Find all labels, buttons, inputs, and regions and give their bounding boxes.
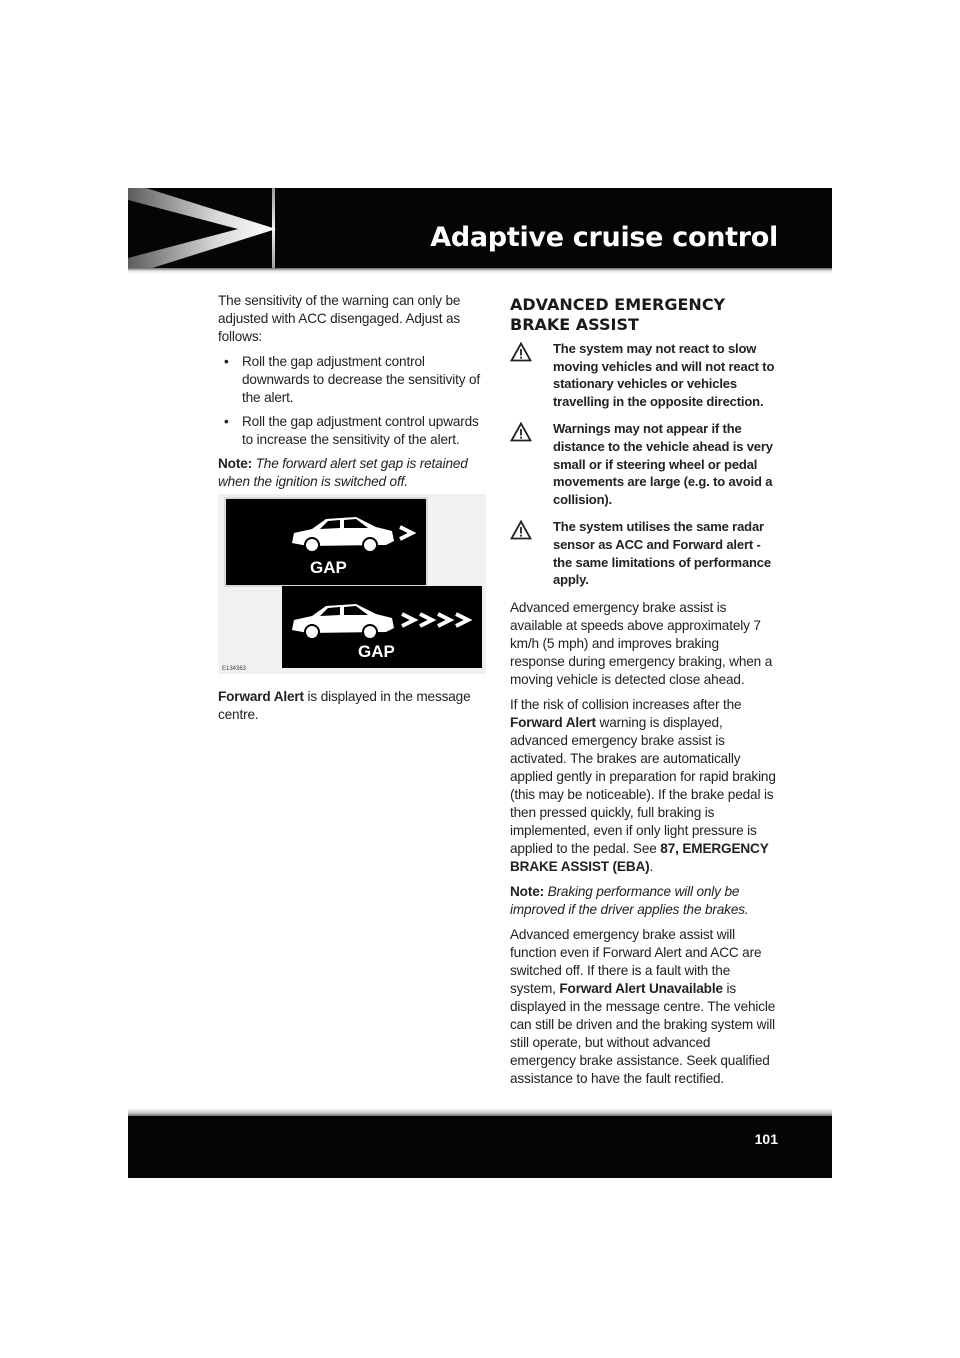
list-item bbox=[218, 353, 486, 407]
section-heading: ADVANCED EMERGENCY BRAKE ASSIST bbox=[510, 295, 726, 334]
note-text: The forward alert set gap is retained when the ignition is switched off. bbox=[218, 456, 468, 489]
warning-text: Warnings may not appear if the distance to the vehicle ahead is very small or if steering wheel or pedal movements are large (e.g. to avoid a collision). bbox=[553, 421, 773, 507]
header-shadow bbox=[128, 268, 832, 274]
bullet-icon: • bbox=[224, 414, 229, 429]
footer-bar bbox=[128, 1116, 832, 1178]
chapter-title: Adaptive cruise control bbox=[430, 222, 778, 253]
warning-triangle-icon bbox=[510, 422, 532, 442]
paragraph bbox=[510, 926, 776, 1088]
bullet-icon: • bbox=[224, 354, 229, 369]
bullet-text: Roll the gap adjustment control downwards to decrease the sensitivity of the alert. bbox=[242, 354, 481, 405]
gap-label: GAP bbox=[358, 642, 395, 661]
figure-caption bbox=[218, 688, 486, 731]
intro-paragraph: The sensitivity of the warning can only be adjusted with ACC disengaged. Adjust as follows: bbox=[218, 293, 461, 344]
note bbox=[510, 883, 776, 919]
gap-illustration bbox=[218, 494, 486, 674]
paragraph-text: If the risk of collision increases after the bbox=[510, 696, 742, 712]
warning-item bbox=[510, 420, 776, 508]
warning-triangle-icon bbox=[510, 342, 532, 362]
bullet-text: Roll the gap adjustment control upwards to increase the sensitivity of the alert. bbox=[242, 414, 479, 447]
gap-label: GAP bbox=[310, 558, 347, 577]
gap-panel-1 bbox=[224, 497, 428, 587]
paragraph-text: warning is displayed, advanced emergency brake assist is activated. The brakes are automatically applied gently in preparation for rapid braking (this may be noticeable). If the brake pedal is then pressed quickly, full braking is implemented, even if only light pressure is applied to the pedal. See bbox=[510, 714, 776, 856]
paragraph-text: is displayed in the message centre. The vehicle can still be driven and the braking system will still operate, but without advanced emergency brake assistance. Seek qualified assistance to have the fault rectified. bbox=[510, 980, 776, 1086]
forward-alert-term: Forward Alert bbox=[510, 714, 596, 730]
right-column bbox=[510, 340, 776, 1095]
car-icon bbox=[288, 596, 480, 644]
note bbox=[218, 455, 486, 491]
car-icon bbox=[288, 509, 424, 557]
chapter-chevron-icon bbox=[128, 188, 276, 270]
note-label: Note: bbox=[218, 456, 252, 471]
unavailable-term: Forward Alert Unavailable bbox=[559, 980, 723, 996]
list-item bbox=[218, 413, 486, 449]
note-label: Note: bbox=[510, 883, 544, 899]
header-divider bbox=[272, 188, 275, 270]
caption-text: is displayed in the message centre. bbox=[218, 689, 471, 722]
figure-code: E134363 bbox=[222, 666, 247, 672]
warning-item bbox=[510, 518, 776, 588]
warning-text: The system utilises the same radar sensor as ACC and Forward alert - the same limitations of performance apply. bbox=[553, 519, 771, 588]
left-column bbox=[218, 292, 486, 498]
warning-item bbox=[510, 340, 776, 410]
paragraph bbox=[510, 696, 776, 876]
warning-text: The system may not react to slow moving vehicles and will not react to stationary vehicles or vehicles travelling in the opposite direction. bbox=[553, 341, 775, 409]
cross-reference-link[interactable]: 87, EMERGENCY BRAKE ASSIST (EBA) bbox=[510, 840, 769, 874]
paragraph: Advanced emergency brake assist is available at speeds above approximately 7 km/h (5 mph) and improves braking response during emergency braking, when a moving vehicle is detected close ahead. bbox=[510, 599, 773, 687]
page-number: 101 bbox=[754, 1131, 778, 1147]
note-text: Braking performance will only be improved if the driver applies the brakes. bbox=[510, 883, 749, 917]
paragraph-text: . bbox=[649, 858, 654, 874]
paragraph-text: Advanced emergency brake assist will function even if Forward Alert and ACC are switched off. If there is a fault with the system, bbox=[510, 926, 762, 996]
gap-panel-2 bbox=[282, 586, 482, 668]
warning-triangle-icon bbox=[510, 520, 532, 540]
caption-bold: Forward Alert bbox=[218, 689, 304, 704]
